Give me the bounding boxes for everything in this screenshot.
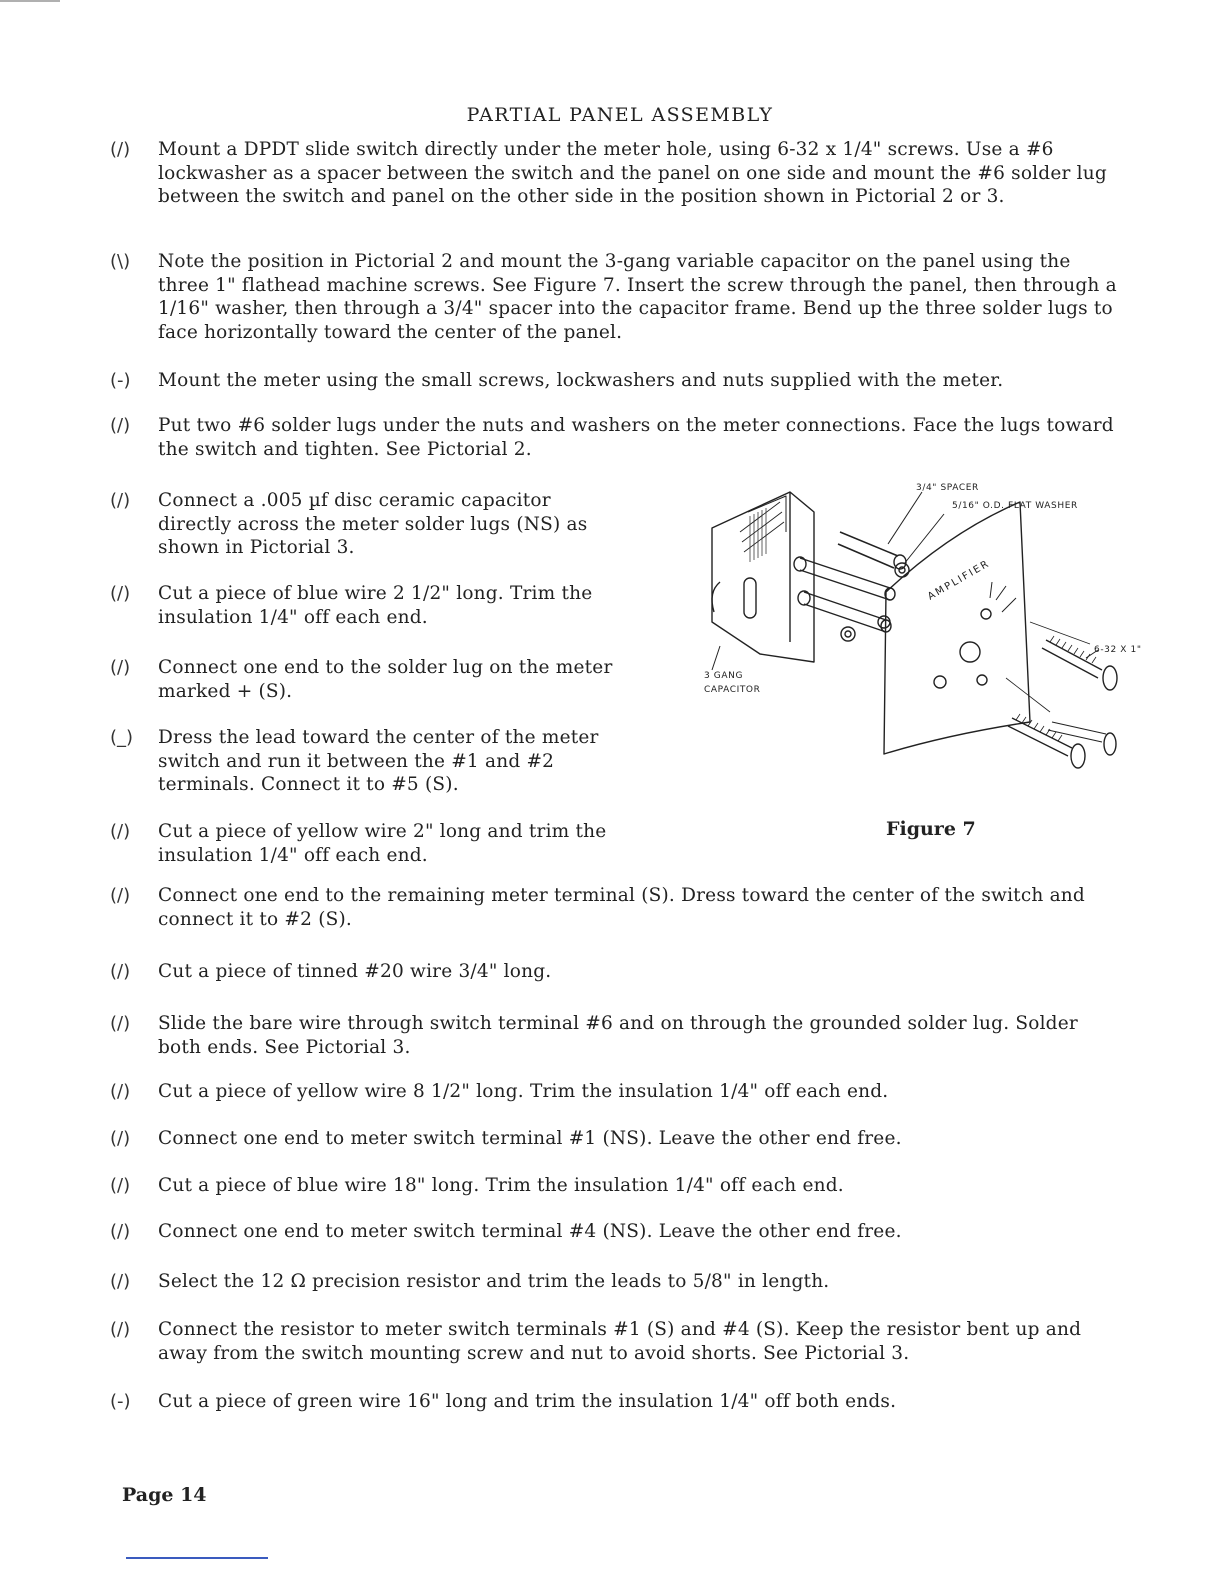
- checkbox-mark[interactable]: (-): [110, 370, 131, 391]
- checkbox-mark[interactable]: (\): [110, 251, 131, 272]
- panel-amplifier-text: AMPLIFIER: [926, 558, 993, 603]
- checkbox-mark[interactable]: (/): [110, 961, 131, 982]
- label-capacitor: CAPACITOR: [704, 685, 761, 695]
- step-text: Connect one end to meter switch terminal #4 (NS). Leave the other end free.: [158, 1221, 902, 1242]
- figure-7: [690, 472, 1150, 812]
- step-text: Cut a piece of yellow wire 8 1/2" long. Trim the insulation 1/4" off each end.: [158, 1081, 889, 1102]
- checkbox-mark[interactable]: (/): [110, 1013, 131, 1034]
- scan-artifact: [0, 0, 60, 2]
- step-text: Mount the meter using the small screws, lockwashers and nuts supplied with the meter.: [158, 370, 1004, 391]
- label-screw: 6-32 X 1": [1094, 645, 1142, 655]
- page-number: Page 14: [122, 1484, 207, 1506]
- step-text: Connect one end to the remaining meter terminal (S). Dress toward the center of the switch and connect it to #2 (S).: [158, 885, 1085, 930]
- checkbox-mark[interactable]: (/): [110, 1175, 131, 1196]
- checkbox-mark[interactable]: (/): [110, 657, 131, 678]
- step-text: Cut a piece of tinned #20 wire 3/4" long.: [158, 961, 552, 982]
- checkbox-mark[interactable]: (/): [110, 490, 131, 511]
- label-spacer: 3/4" SPACER: [916, 483, 979, 493]
- figure-caption: Figure 7: [886, 818, 976, 840]
- step-text: Mount a DPDT slide switch directly under the meter hole, using 6-32 x 1/4" screws. Use a #6 lockwasher as a spacer between the switch and the panel on one side and mount the #6 solder lug between the switch and panel on the other side in the position shown in Pictorial 2 or 3.: [158, 139, 1107, 207]
- checkbox-mark[interactable]: (-): [110, 1391, 131, 1412]
- step-text: Cut a piece of yellow wire 2" long and trim the insulation 1/4" off each end.: [158, 821, 607, 866]
- step-text: Cut a piece of blue wire 18" long. Trim the insulation 1/4" off each end.: [158, 1175, 844, 1196]
- checkbox-mark[interactable]: (/): [110, 885, 131, 906]
- step-text: Connect the resistor to meter switch terminals #1 (S) and #4 (S). Keep the resistor bent up and away from the switch mounting screw and nut to avoid shorts. See Pictorial 3.: [158, 1319, 1082, 1364]
- step-text: Slide the bare wire through switch terminal #6 and on through the grounded solder lug. Solder both ends. See Pictorial 3.: [158, 1013, 1078, 1058]
- checkbox-mark[interactable]: (/): [110, 1221, 131, 1242]
- step-text: Cut a piece of blue wire 2 1/2" long. Trim the insulation 1/4" off each end.: [158, 583, 593, 628]
- capacitor-frame: [712, 492, 814, 662]
- checkbox-mark[interactable]: (/): [110, 415, 131, 436]
- checkbox-mark[interactable]: (/): [110, 583, 131, 604]
- step-text: Connect one end to the solder lug on the meter marked + (S).: [158, 657, 613, 702]
- step-text: Select the 12 Ω precision resistor and trim the leads to 5/8" in length.: [158, 1271, 830, 1292]
- step-text: Note the position in Pictorial 2 and mount the 3-gang variable capacitor on the panel using the three 1" flathead machine screws. See Figure 7. Insert the screw through the panel, then through a 1/16" washer, then through a 3/4" spacer into the capacitor frame. Bend up the three solder lugs to face horizontally toward the center of the panel.: [158, 251, 1117, 343]
- figure-7-illustration: [690, 472, 1150, 812]
- step-text: Connect one end to meter switch terminal #1 (NS). Leave the other end free.: [158, 1128, 902, 1149]
- step-text: Connect a .005 µf disc ceramic capacitor directly across the meter solder lugs (NS) as shown in Pictorial 3.: [158, 490, 588, 558]
- checkbox-mark[interactable]: (/): [110, 1319, 131, 1340]
- page-title: PARTIAL PANEL ASSEMBLY: [466, 104, 774, 126]
- checkbox-mark[interactable]: (/): [110, 1271, 131, 1292]
- flat-washer: [895, 563, 909, 577]
- step-text: Cut a piece of green wire 16" long and trim the insulation 1/4" off both ends.: [158, 1391, 897, 1412]
- step-text: Put two #6 solder lugs under the nuts and washers on the meter connections. Face the lugs toward the switch and tighten. See Pictorial 2.: [158, 415, 1114, 460]
- checkbox-mark[interactable]: (/): [110, 139, 131, 160]
- checkbox-mark[interactable]: (/): [110, 1081, 131, 1102]
- label-flat-washer: 5/16" O.D. FLAT WASHER: [952, 501, 1078, 511]
- checkbox-mark[interactable]: (_): [110, 727, 134, 748]
- footer-rule: [126, 1557, 268, 1559]
- checkbox-mark[interactable]: (/): [110, 1128, 131, 1149]
- checkbox-mark[interactable]: (/): [110, 821, 131, 842]
- step-text: Dress the lead toward the center of the meter switch and run it between the #1 and #2 terminals. Connect it to #5 (S).: [158, 727, 599, 795]
- label-3-gang: 3 GANG: [704, 671, 744, 681]
- amplifier-panel: [884, 502, 1030, 754]
